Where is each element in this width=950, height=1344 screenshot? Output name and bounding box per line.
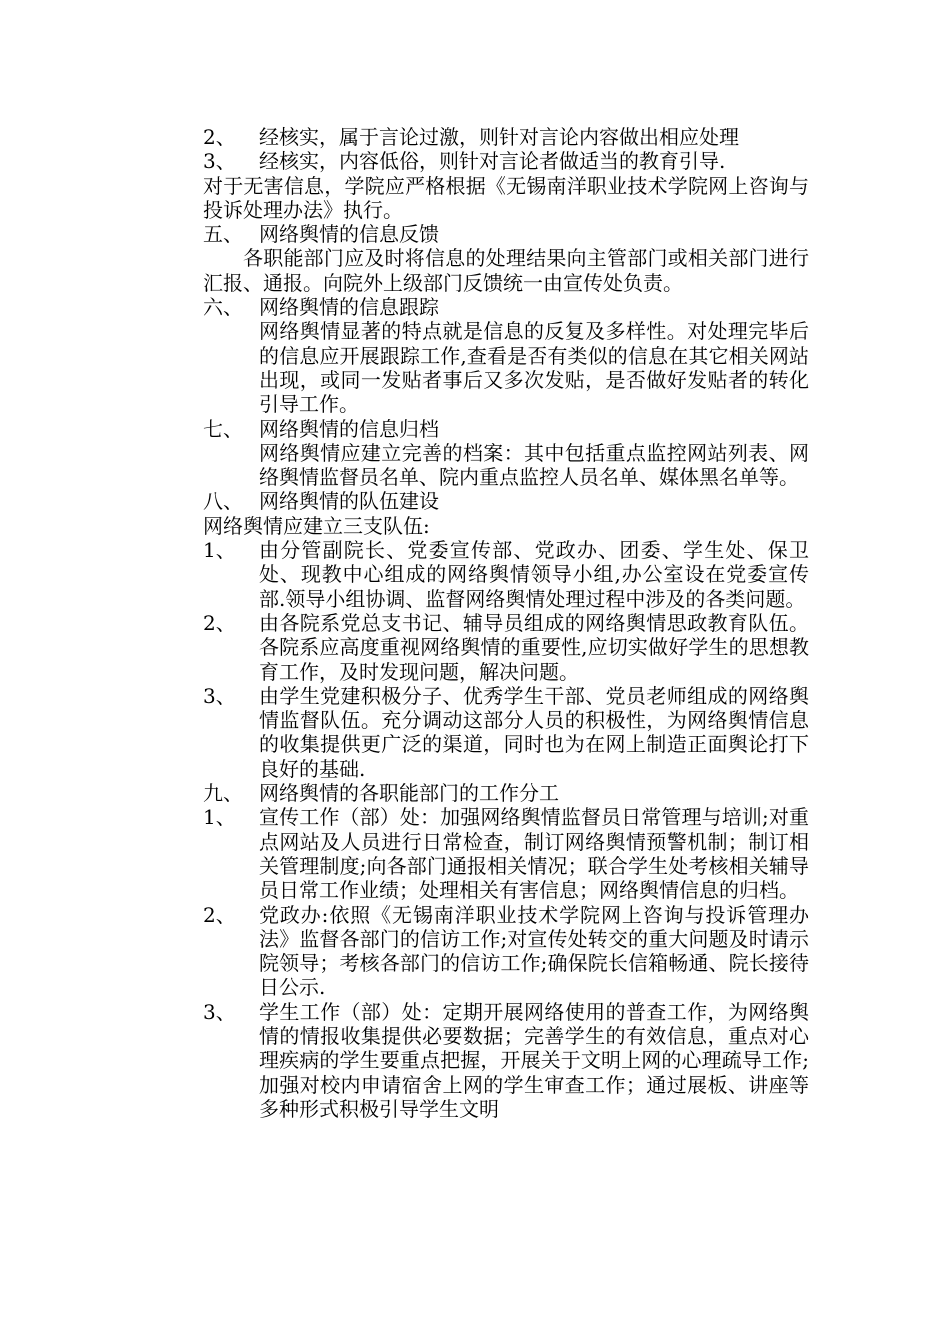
paragraph: 网络舆情应建立三支队伍: — [203, 513, 430, 538]
numbered-item — [203, 538, 809, 611]
item-number: 五、 — [203, 222, 243, 247]
numbered-item — [203, 684, 809, 781]
item-text: 宣传工作（部）处：加强网络舆情监督员日常管理与培训;对重点网站及人员进行日常检查，制订网络舆情预警机制；制订相关管理制度;向各部门通报相关情况；联合学生处考核相关辅导员日常工作业绩；处理相关有害信息；网络舆情信息的归档。 — [259, 805, 809, 903]
item-text: 学生工作（部）处：定期开展网络使用的普查工作，为网络舆情的情报收集提供必要数据；完善学生的有效信息，重点对心理疾病的学生要重点把握，开展关于文明上网的心理疏导工作;加强对校内申请宿舍上网的学生审查工作；通过展板、讲座等多种形式积极引导学生文明 — [259, 999, 809, 1121]
numbered-item — [203, 149, 809, 173]
section-body-paragraph: 网络舆情应建立完善的档案：其中包括重点监控网站列表、网络舆情监督员名单、院内重点监控人员名单、媒体黑名单等。 — [259, 440, 809, 490]
paragraph: 各职能部门应及时将信息的处理结果向主管部门或相关部门进行汇报、通报。向院外上级部门反馈统一由宣传处负责。 — [203, 246, 809, 295]
numbered-item — [203, 125, 809, 149]
item-number: 3、 — [203, 149, 236, 174]
item-text: 网络舆情的信息反馈 — [259, 222, 439, 247]
item-number: 九、 — [203, 781, 243, 806]
item-text: 网络舆情的队伍建设 — [259, 489, 439, 514]
item-number: 2、 — [203, 610, 236, 635]
item-text: 经核实，内容低俗，则针对言论者做适当的教育引导. — [259, 149, 726, 174]
section-body-paragraph: 网络舆情显著的特点就是信息的反复及多样性。对处理完毕后的信息应开展跟踪工作,查看是否有类似的信息在其它相关网站出现，或同一发贴者事后又多次发贴，是否做好发贴者的转化引导工作。 — [259, 319, 809, 417]
item-text: 网络舆情的信息跟踪 — [259, 295, 439, 320]
item-number: 1、 — [203, 805, 236, 830]
item-number: 八、 — [203, 489, 243, 514]
item-number: 3、 — [203, 683, 236, 708]
numbered-item — [203, 489, 809, 513]
paragraph: 对于无害信息，学院应严格根据《无锡南洋职业技术学院网上咨询与投诉处理办法》执行。 — [203, 173, 809, 222]
item-number: 七、 — [203, 416, 243, 441]
numbered-item — [203, 1000, 809, 1121]
item-number: 2、 — [203, 125, 236, 149]
item-number: 2、 — [203, 902, 236, 927]
numbered-item — [203, 805, 809, 902]
item-text: 由学生党建积极分子、优秀学生干部、党员老师组成的网络舆情监督队伍。充分调动这部分人员的积极性，为网络舆情信息的收集提供更广泛的渠道，同时也为在网上制造正面舆论打下良好的基础. — [259, 683, 809, 781]
item-text: 党政办:依照《无锡南洋职业技术学院网上咨询与投诉管理办法》监督各部门的信访工作;对宣传处转交的重大问题及时请示院领导；考核各部门的信访工作;确保院长信箱畅通、院长接待日公示. — [259, 902, 809, 1000]
numbered-item — [203, 611, 809, 684]
numbered-item — [203, 295, 809, 319]
numbered-item — [203, 417, 809, 441]
item-text: 由各院系党总支书记、辅导员组成的网络舆情思政教育队伍。各院系应高度重视网络舆情的重要性,应切实做好学生的思想教育工作，及时发现问题，解决问题。 — [259, 610, 809, 684]
numbered-item — [203, 222, 809, 246]
numbered-item — [203, 781, 809, 805]
item-text: 网络舆情的各职能部门的工作分工 — [259, 781, 559, 806]
numbered-item — [203, 903, 809, 1000]
item-text: 由分管副院长、党委宣传部、党政办、团委、学生处、保卫处、现教中心组成的网络舆情领导小组,办公室设在党委宣传部.领导小组协调、监督网络舆情处理过程中涉及的各类问题。 — [259, 538, 809, 611]
item-number: 3、 — [203, 999, 236, 1024]
document-body — [203, 125, 809, 1121]
item-text: 经核实，属于言论过激，则针对言论内容做出相应处理 — [259, 125, 739, 149]
item-text: 网络舆情的信息归档 — [259, 416, 439, 441]
item-number: 六、 — [203, 295, 243, 320]
item-number: 1、 — [203, 538, 236, 563]
